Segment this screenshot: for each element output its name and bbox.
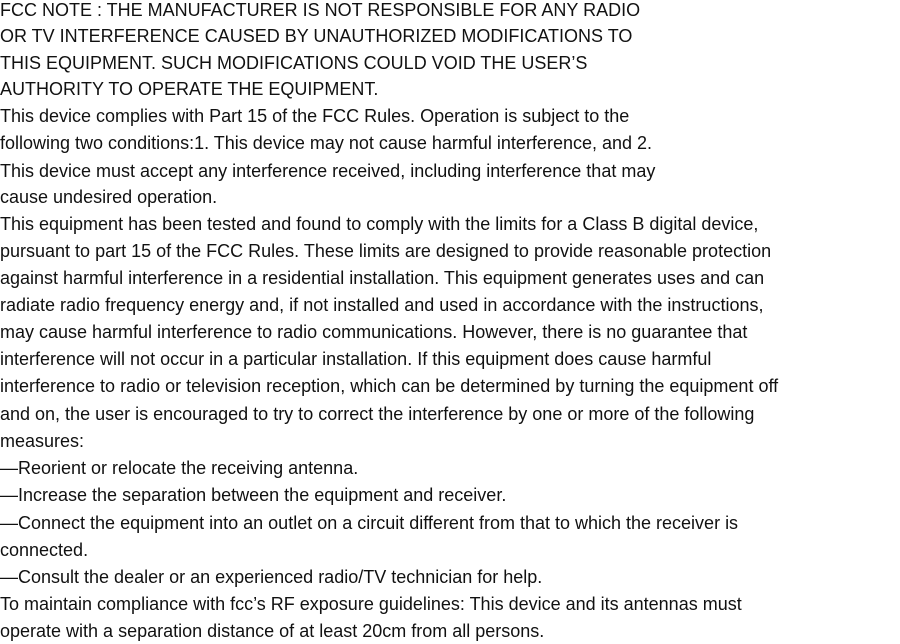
class-b-paragraph-line-7: interference to radio or television reception, which can be determined by turning the equipment off — [0, 376, 779, 396]
measure-increase-separation: —Increase the separation between the equipment and receiver. — [0, 485, 507, 505]
fcc-note-heading-line-1: FCC NOTE : THE MANUFACTURER IS NOT RESPONSIBLE FOR ANY RADIO — [0, 0, 641, 20]
fcc-note-heading-line-2: OR TV INTERFERENCE CAUSED BY UNAUTHORIZED MODIFICATIONS TO — [0, 26, 633, 46]
class-b-paragraph-line-3: against harmful interference in a residential installation. This equipment generates uses and can — [0, 268, 765, 288]
class-b-paragraph-line-9: measures: — [0, 431, 85, 451]
part15-compliance-line-3: This device must accept any interference received, including interference that may — [0, 161, 656, 181]
class-b-paragraph-line-1: This equipment has been tested and found to comply with the limits for a Class B digital device, — [0, 214, 759, 234]
measure-consult-dealer: —Consult the dealer or an experienced radio/TV technician for help. — [0, 567, 543, 587]
fcc-note-heading-line-3: THIS EQUIPMENT. SUCH MODIFICATIONS COULD VOID THE USER’S — [0, 53, 588, 73]
class-b-paragraph-line-5: may cause harmful interference to radio communications. However, there is no guarantee that — [0, 322, 748, 342]
rf-exposure-line-1: To maintain compliance with fcc’s RF exposure guidelines: This device and its antennas must — [0, 594, 742, 614]
class-b-paragraph-line-4: radiate radio frequency energy and, if not installed and used in accordance with the instructions, — [0, 295, 764, 315]
measure-connect-outlet-line-1: —Connect the equipment into an outlet on a circuit different from that to which the receiver is — [0, 513, 739, 533]
measure-connect-outlet-line-2: connected. — [0, 540, 89, 560]
part15-compliance-line-4: cause undesired operation. — [0, 187, 218, 207]
part15-compliance-line-2: following two conditions:1. This device may not cause harmful interference, and 2. — [0, 133, 653, 153]
class-b-paragraph-line-2: pursuant to part 15 of the FCC Rules. These limits are designed to provide reasonable protection — [0, 241, 772, 261]
class-b-paragraph-line-6: interference will not occur in a particular installation. If this equipment does cause harmful — [0, 349, 712, 369]
measure-reorient-antenna: —Reorient or relocate the receiving antenna. — [0, 458, 359, 478]
fcc-note-heading-line-4: AUTHORITY TO OPERATE THE EQUIPMENT. — [0, 79, 379, 99]
part15-compliance-line-1: This device complies with Part 15 of the FCC Rules. Operation is subject to the — [0, 106, 630, 126]
rf-exposure-line-2: operate with a separation distance of at least 20cm from all persons. — [0, 621, 545, 641]
class-b-paragraph-line-8: and on, the user is encouraged to try to correct the interference by one or more of the following — [0, 404, 755, 424]
